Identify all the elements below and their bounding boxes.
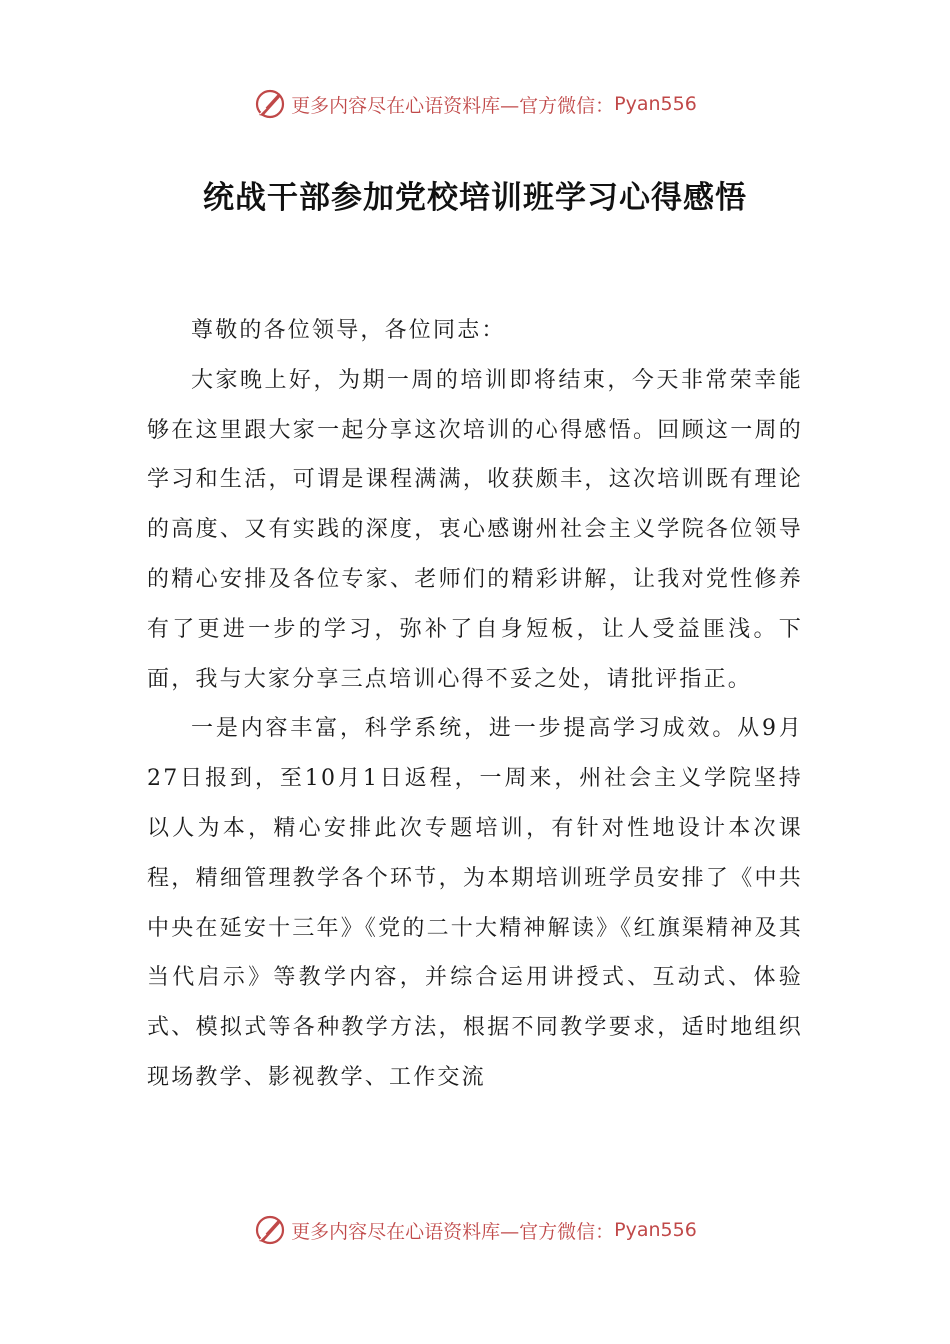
banner-account-id: Pyan556 — [614, 93, 697, 115]
document-title: 统战干部参加党校培训班学习心得感悟 — [203, 180, 747, 216]
banner-brand-text: 更多内容尽在心语资料库—官方微信： — [291, 94, 615, 117]
quill-pen-logo-icon — [253, 87, 287, 121]
body-paragraph: 大家晚上好，为期一周的培训即将结束，今天非常荣幸能够在这里跟大家一起分享这次培训的心得感悟。回顾这一周的学习和生活，可谓是课程满满，收获颇丰，这次培训既有理论的高度、又有实践的深度，衷心感谢州社会主义学院各位领导的精心安排及各位专家、老师们的精彩讲解，让我对党性修养有了更进一步的学习，弥补了自身短板，让人受益匪浅。下面，我与大家分享三点培训心得不妥之处，请批评指正。 — [147, 367, 803, 692]
quill-pen-logo-icon — [253, 1213, 287, 1247]
footer-banner — [0, 1210, 950, 1250]
salutation-paragraph: 尊敬的各位领导，各位同志： — [191, 318, 506, 343]
document-body — [147, 306, 803, 1103]
banner-brand-text: 更多内容尽在心语资料库—官方微信： — [291, 1220, 615, 1243]
body-paragraph: 一是内容丰富，科学系统，进一步提高学习成效。从9月27日报到，至10月1日返程，一周来，州社会主义学院坚持以人为本，精心安排此次专题培训，有针对性地设计本次课程，精细管理教学各个环节，为本期培训班学员安排了《中共中央在延安十三年》《党的二十大精神解读》《红旗渠精神及其当代启示》等教学内容，并综合运用讲授式、互动式、体验式、模拟式等各种教学方法，根据不同教学要求，适时地组织现场教学、影视教学、工作交流 — [147, 716, 803, 1090]
banner-account-id: Pyan556 — [614, 1219, 697, 1241]
header-banner — [0, 84, 950, 124]
